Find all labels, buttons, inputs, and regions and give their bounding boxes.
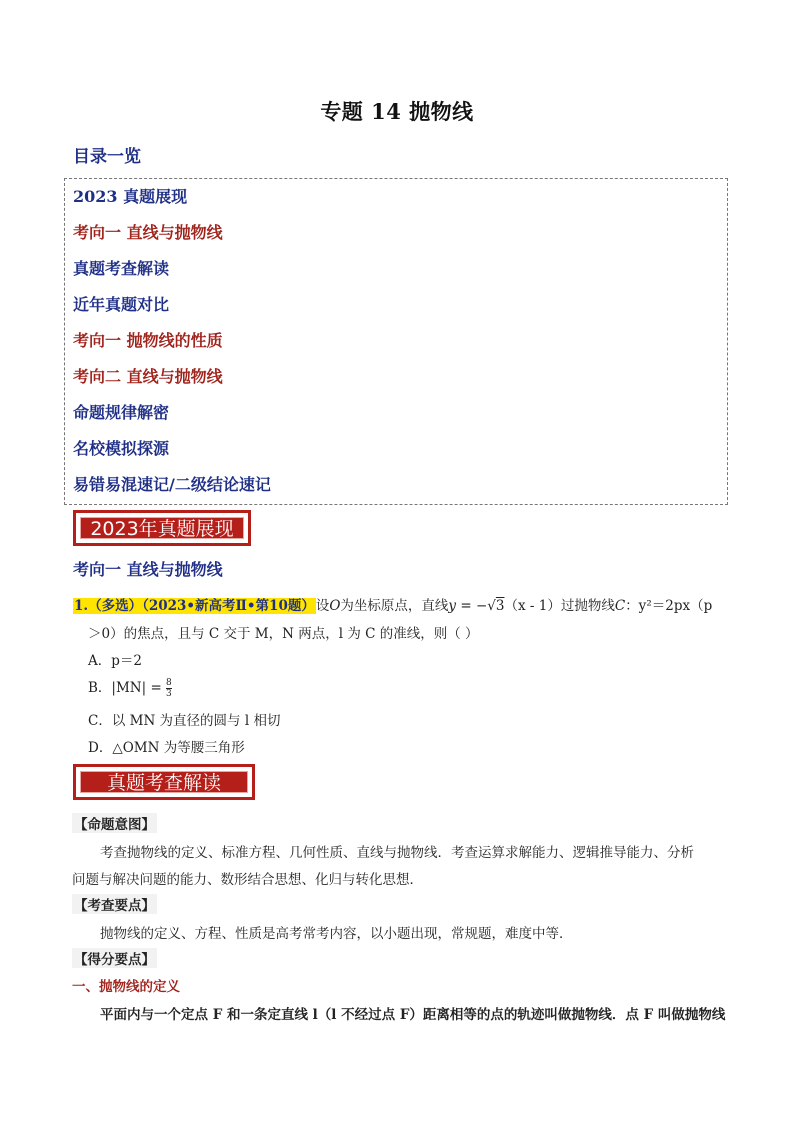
toc-item-rules[interactable]: 命题规律解密	[73, 403, 170, 422]
option-a[interactable]: A．p＝2	[88, 653, 142, 669]
toc-item-2023[interactable]: 2023 真题展现	[73, 187, 188, 206]
section-banner-analysis	[73, 764, 255, 800]
toc-item-compare[interactable]: 近年真题对比	[73, 295, 170, 314]
toc-item-direction-1[interactable]: 考向一 直线与抛物线	[73, 223, 223, 242]
toc-item-analysis[interactable]: 真题考查解读	[73, 259, 170, 278]
toc-box	[64, 178, 728, 505]
tag-intent: 【命题意图】	[72, 813, 157, 833]
fraction: $\frac{8}{3}$	[166, 678, 172, 699]
intent-text-line-1: 考查抛物线的定义、标准方程、几何性质、直线与抛物线．考查运算求解能力、逻辑推导能力、分析	[100, 845, 694, 861]
tag-scoring: 【得分要点】	[72, 948, 157, 968]
toc-item-property[interactable]: 考向一 抛物线的性质	[73, 331, 223, 350]
intent-text-line-2: 问题与解决问题的能力、数形结合思想、化归与转化思想．	[72, 872, 423, 888]
question-line-1: 1.（多选）（2023•新高考Ⅱ•第10题）设O为坐标原点，直线y = −√3（x - 1）过抛物线C：y²＝2px（p	[74, 598, 713, 614]
toc-item-simulation[interactable]: 名校模拟探源	[73, 439, 170, 458]
option-b[interactable]: B．|MN| = $\frac{8}{3}$	[88, 678, 172, 699]
definition-heading: 一、抛物线的定义	[72, 979, 180, 995]
option-c[interactable]: C．以 MN 为直径的圆与 l 相切	[88, 713, 281, 729]
definition-text: 平面内与一个定点 F 和一条定直线 l（l 不经过点 F）距离相等的点的轨迹叫做抛物线．点 F 叫做抛物线	[100, 1007, 726, 1023]
key-points-text: 抛物线的定义、方程、性质是高考常考内容，以小题出现，常规题，难度中等．	[100, 926, 573, 942]
section-heading: 考向一 直线与抛物线	[73, 560, 223, 579]
toc-item-direction-2[interactable]: 考向二 直线与抛物线	[73, 367, 223, 386]
banner-label: 真题考查解读	[80, 771, 248, 793]
toc-item-memo[interactable]: 易错易混速记/二级结论速记	[73, 475, 271, 494]
toc-heading: 目录一览	[73, 147, 141, 167]
page-title: 专题 14 抛物线	[320, 99, 474, 124]
question-tag: 1.（多选）（2023•新高考Ⅱ•第10题）	[74, 598, 315, 614]
tag-key-points: 【考查要点】	[72, 894, 157, 914]
question-line-2: ＞0）的焦点，且与 C 交于 M，N 两点，l 为 C 的准线，则（ ）	[88, 626, 479, 642]
option-d[interactable]: D．△OMN 为等腰三角形	[88, 740, 245, 756]
section-banner-2023	[73, 510, 251, 546]
banner-label: 2023年真题展现	[80, 517, 244, 539]
